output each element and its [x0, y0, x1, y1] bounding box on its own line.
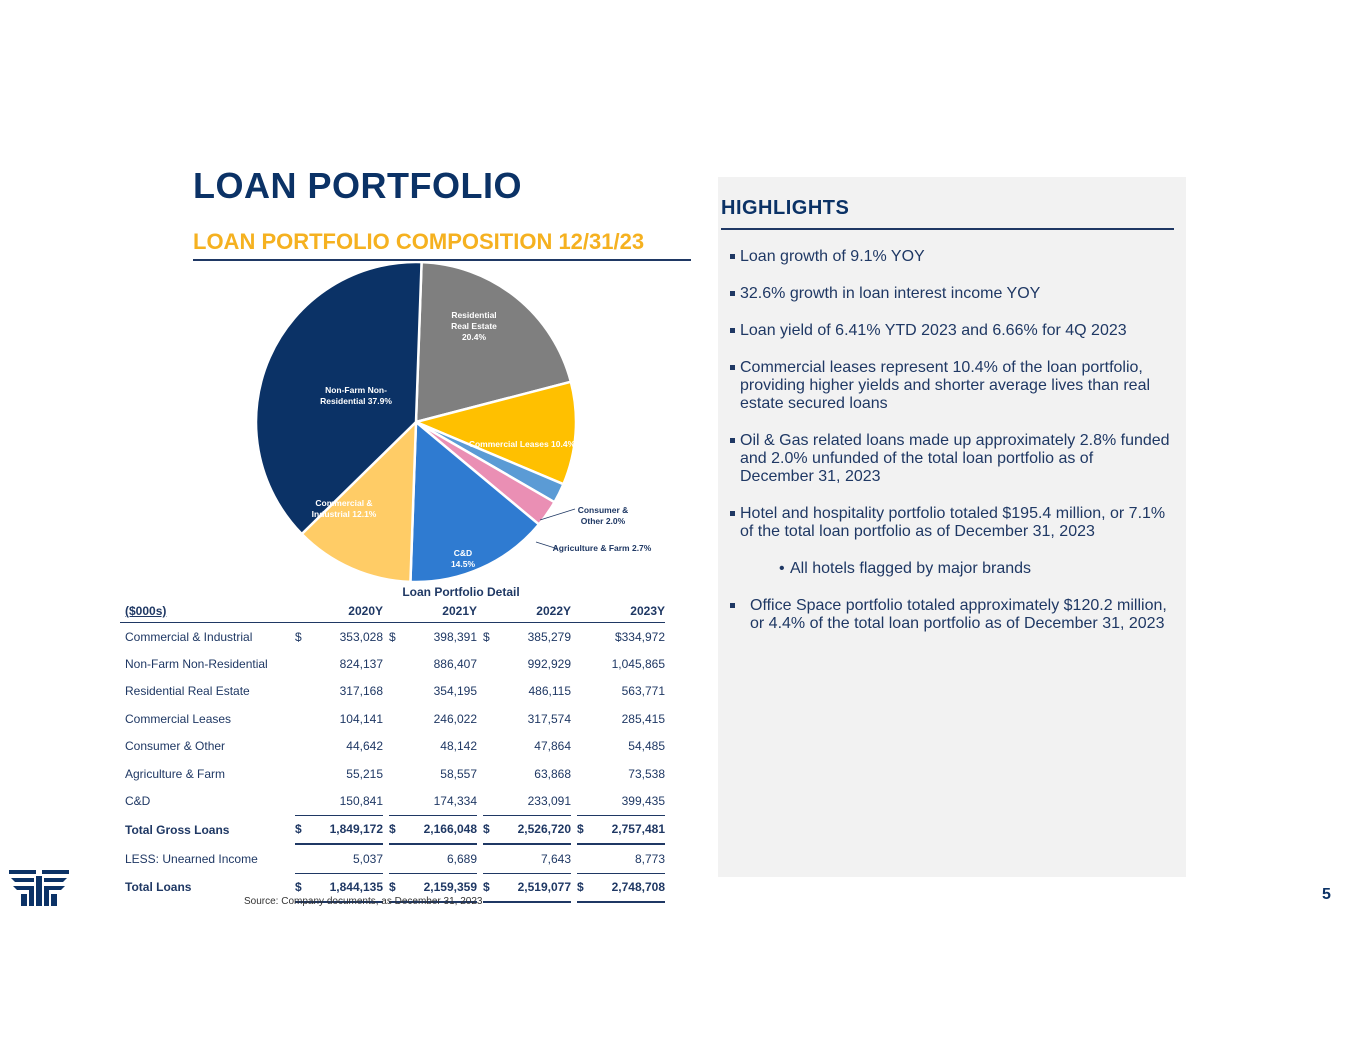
row-label: Total Gross Loans: [125, 822, 230, 837]
currency-sign: [483, 705, 495, 732]
currency-sign: [295, 760, 307, 787]
table-row: [120, 650, 665, 677]
currency-sign: $: [389, 873, 401, 902]
cell-value: 563,771: [621, 684, 665, 699]
cell-value: 317,168: [339, 684, 383, 699]
cell-value: 398,391: [433, 629, 477, 644]
currency-sign: [577, 733, 589, 760]
cell-value: 486,115: [528, 684, 571, 699]
currency-sign: $: [577, 815, 589, 844]
currency-sign: [577, 650, 589, 677]
highlight-item: Hotel and hospitality portfolio totaled $195.4 million, or 7.1% of the total loan portfolio as of December 31, 2023: [730, 505, 1170, 541]
currency-sign: $: [295, 873, 307, 902]
cell-value: 2,159,359: [401, 873, 477, 902]
currency-sign: [295, 650, 307, 677]
currency-sign: [295, 787, 307, 815]
table-row: [120, 815, 665, 844]
currency-sign: [295, 733, 307, 760]
row-label: C&D: [125, 794, 151, 809]
highlights-title: HIGHLIGHTS: [721, 197, 1174, 230]
currency-sign: [483, 678, 495, 705]
cell-value: 55,215: [346, 766, 383, 781]
currency-sign: $: [389, 629, 396, 644]
currency-sign: [483, 760, 495, 787]
pie-label-consumer-other: Consumer & Other 2.0%: [577, 505, 629, 526]
page-title: LOAN PORTFOLIO: [193, 165, 522, 206]
cell-value: 150,841: [307, 787, 383, 815]
currency-sign: $: [295, 815, 307, 844]
header-2021: 2021Y: [401, 600, 477, 623]
currency-sign: $: [483, 815, 495, 844]
row-label: LESS: Unearned Income: [125, 851, 258, 866]
cell-value: 63,868: [534, 766, 571, 781]
cell-value: 285,415: [621, 711, 665, 726]
page-number: 5: [1322, 886, 1331, 903]
row-label: Consumer & Other: [125, 739, 226, 754]
table-row: [120, 844, 665, 873]
row-label: Agriculture & Farm: [125, 766, 226, 781]
cell-value: 1,844,135: [307, 873, 383, 902]
cell-value: 2,526,720: [495, 815, 571, 844]
highlights-list: [730, 248, 1170, 652]
header-2020: 2020Y: [307, 600, 383, 623]
table-row: [120, 678, 665, 705]
loan-portfolio-detail-table: [120, 600, 665, 903]
currency-sign: $: [295, 629, 302, 644]
row-label: Total Loans: [125, 880, 192, 895]
cell-value: 8,773: [589, 844, 665, 873]
pie-label-c-d: C&D 14.5%: [450, 548, 476, 569]
currency-sign: [483, 844, 495, 873]
cell-value: 385,279: [527, 629, 571, 644]
highlight-item: Office Space portfolio totaled approximately $120.2 million, or 4.4% of the total loan portfolio as of December 31, 2023: [730, 597, 1170, 633]
cell-value: 824,137: [339, 657, 383, 672]
currency-sign: [389, 787, 401, 815]
row-label: Commercial Leases: [125, 711, 232, 726]
table-row: [120, 705, 665, 732]
currency-sign: [389, 678, 401, 705]
currency-sign: [389, 844, 401, 873]
currency-sign: [577, 760, 589, 787]
cell-value: 44,642: [346, 739, 383, 754]
cell-value: 6,689: [401, 844, 477, 873]
table-row: [120, 787, 665, 815]
currency-sign: [295, 844, 307, 873]
currency-sign: [295, 678, 307, 705]
pie-label-agriculture-farm: Agriculture & Farm 2.7%: [552, 543, 652, 553]
currency-sign: $: [483, 873, 495, 902]
currency-sign: [295, 705, 307, 732]
cell-value: 174,334: [401, 787, 477, 815]
row-label: Non-Farm Non-Residential: [125, 657, 268, 672]
currency-sign: [483, 733, 495, 760]
cell-value: 353,028: [339, 629, 383, 644]
pie-label-residential-real-estate: Residential Real Estate 20.4%: [451, 310, 497, 342]
currency-sign: $: [483, 629, 490, 644]
cell-value: 317,574: [527, 711, 571, 726]
highlight-item: 32.6% growth in loan interest income YOY: [730, 285, 1170, 303]
row-label: Commercial & Industrial: [125, 629, 253, 644]
cell-value: 233,091: [495, 787, 571, 815]
currency-sign: [483, 787, 495, 815]
cell-value: 104,141: [339, 711, 383, 726]
cell-value: 1,045,865: [611, 657, 665, 672]
header-2022: 2022Y: [495, 600, 571, 623]
cell-value: 47,864: [534, 739, 571, 754]
cell-value: 399,435: [589, 787, 665, 815]
header-units: ($000s): [120, 600, 295, 623]
pie-label-non-farm-non-residential: Non-Farm Non-Residential 37.9%: [320, 385, 392, 406]
currency-sign: [577, 787, 589, 815]
cell-value: 2,748,708: [589, 873, 665, 902]
currency-sign: [577, 623, 589, 651]
currency-sign: $: [577, 873, 589, 902]
cell-value: 2,757,481: [589, 815, 665, 844]
cell-value: 7,643: [495, 844, 571, 873]
currency-sign: [389, 705, 401, 732]
cell-value: 2,166,048: [401, 815, 477, 844]
cell-value: 1,849,172: [307, 815, 383, 844]
cell-value: 54,485: [628, 739, 665, 754]
cell-value: 5,037: [307, 844, 383, 873]
cell-value: 246,022: [433, 711, 477, 726]
row-label: Residential Real Estate: [125, 684, 250, 699]
highlight-item: Loan yield of 6.41% YTD 2023 and 6.66% for 4Q 2023: [730, 322, 1170, 340]
cell-value: 48,142: [440, 739, 477, 754]
table-row: [120, 760, 665, 787]
loan-composition-pie-chart: [240, 262, 660, 592]
pie-label-commercial-industrial: Commercial & Industrial 12.1%: [311, 498, 377, 519]
currency-sign: [389, 733, 401, 760]
currency-sign: [389, 760, 401, 787]
pie-label-commercial-leases: Commercial Leases 10.4%: [468, 439, 576, 449]
cell-value: 992,929: [527, 657, 571, 672]
currency-sign: [389, 650, 401, 677]
highlight-item: Oil & Gas related loans made up approximately 2.8% funded and 2.0% unfunded of the total loan portfolio as of December 31, 2023: [730, 432, 1170, 486]
cell-value: 2,519,077: [495, 873, 571, 902]
currency-sign: [577, 678, 589, 705]
cell-value: 354,195: [433, 684, 477, 699]
company-logo-icon: [9, 868, 69, 908]
cell-value: 886,407: [433, 657, 477, 672]
header-2023: 2023Y: [589, 600, 665, 623]
highlight-item: Commercial leases represent 10.4% of the loan portfolio, providing higher yields and shorter average lives than real estate secured loans: [730, 359, 1170, 413]
cell-value: 73,538: [628, 766, 665, 781]
highlight-item: Loan growth of 9.1% YOY: [730, 248, 1170, 266]
currency-sign: $: [389, 815, 401, 844]
cell-value: 58,557: [440, 766, 477, 781]
currency-sign: [577, 844, 589, 873]
composition-title: LOAN PORTFOLIO COMPOSITION 12/31/23: [193, 229, 691, 261]
source-note: Source: Company documents, as December 31, 2023: [244, 896, 483, 907]
table-caption: Loan Portfolio Detail: [402, 585, 520, 599]
table-row: [120, 733, 665, 760]
currency-sign: [483, 650, 495, 677]
table-row: [120, 623, 665, 651]
highlight-subitem: • All hotels flagged by major brands: [779, 560, 1032, 577]
cell-value: $334,972: [614, 629, 665, 644]
currency-sign: [577, 705, 589, 732]
